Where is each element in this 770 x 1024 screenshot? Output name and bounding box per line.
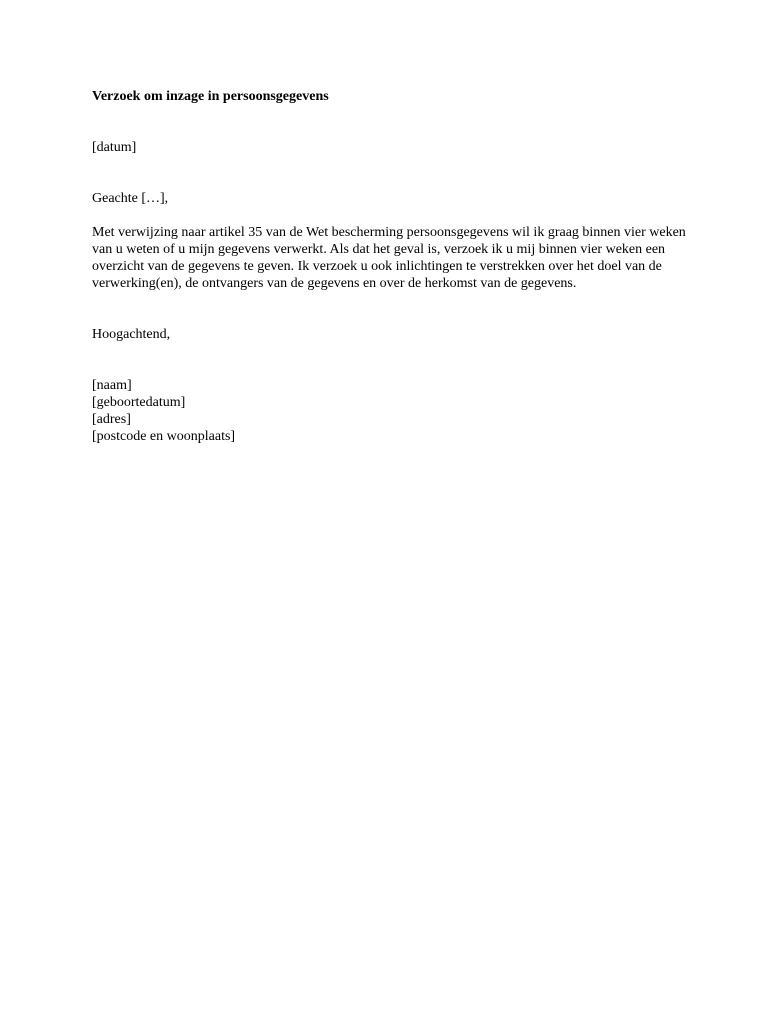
signature-postal-city: [postcode en woonplaats] <box>92 429 236 444</box>
signature-address: [adres] <box>92 412 131 427</box>
signature-name: [naam] <box>92 378 132 393</box>
signature-block <box>92 377 692 445</box>
salutation: Geachte […], <box>92 191 169 206</box>
body-paragraph: Met verwijzing naar artikel 35 van de Wet bescherming persoonsgegevens wil ik graag binnen vier weken van u weten of u mijn gegevens verwerkt. Als dat het geval is, verzoek ik u mij binnen vier weken een overzicht van de gegevens te geven. Ik verzoek u ook inlichtingen te verstrekken over het doel van de verwerking(en), de ontvangers van de gegevens en over de herkomst van de gegevens. <box>92 225 686 291</box>
date-placeholder: [datum] <box>92 140 137 155</box>
letter-body <box>92 88 692 445</box>
signature-birthdate: [geboortedatum] <box>92 395 186 410</box>
document-title: Verzoek om inzage in persoonsgegevens <box>92 89 329 104</box>
closing: Hoogachtend, <box>92 327 171 342</box>
